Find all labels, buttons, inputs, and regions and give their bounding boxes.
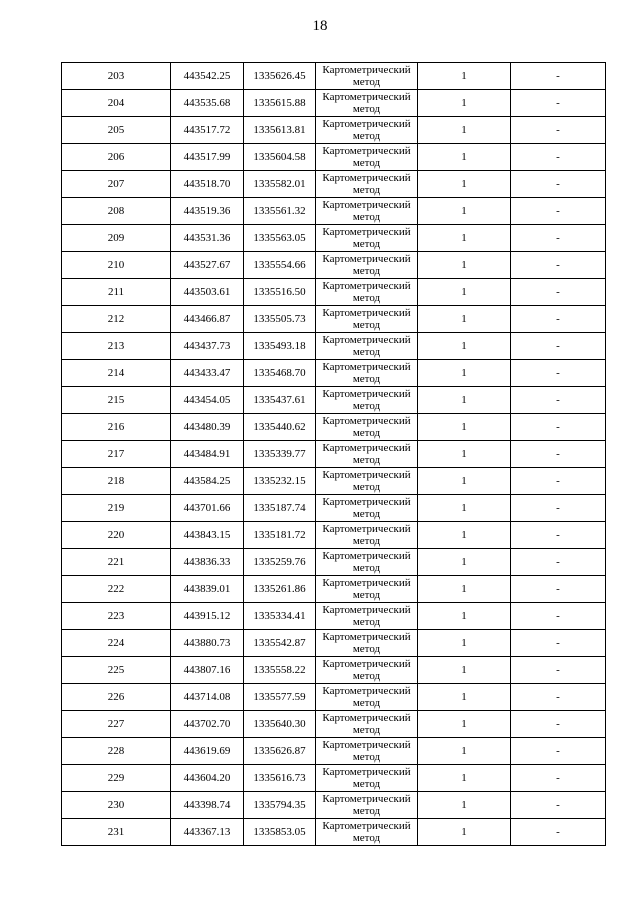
table-row [62, 171, 606, 198]
table-row [62, 252, 606, 279]
table-row [62, 684, 606, 711]
method-cell [316, 414, 418, 441]
method-line-1: Картометрический [322, 793, 411, 805]
point-number-cell: 205 [62, 117, 171, 144]
note-cell: - [511, 306, 606, 333]
y-coordinate-cell: 1335232.15 [244, 468, 316, 495]
method-line-2: метод [352, 724, 381, 736]
method-line-1: Картометрический [322, 199, 411, 211]
point-number-cell: 219 [62, 495, 171, 522]
x-coordinate-cell: 443619.69 [171, 738, 244, 765]
method-cell [316, 360, 418, 387]
point-number-cell: 220 [62, 522, 171, 549]
y-coordinate-cell: 1335505.73 [244, 306, 316, 333]
note-cell: - [511, 414, 606, 441]
point-number-cell: 216 [62, 414, 171, 441]
point-number-cell: 230 [62, 792, 171, 819]
method-line-2: метод [352, 373, 381, 385]
method-line-1: Картометрический [322, 739, 411, 751]
y-coordinate-cell: 1335339.77 [244, 441, 316, 468]
method-line-1: Картометрический [322, 361, 411, 373]
y-coordinate-cell: 1335334.41 [244, 603, 316, 630]
method-line-2: метод [352, 265, 381, 277]
accuracy-cell: 1 [418, 792, 511, 819]
method-line-1: Картометрический [322, 253, 411, 265]
accuracy-cell: 1 [418, 171, 511, 198]
x-coordinate-cell: 443517.72 [171, 117, 244, 144]
y-coordinate-cell: 1335616.73 [244, 765, 316, 792]
y-coordinate-cell: 1335577.59 [244, 684, 316, 711]
method-line-2: метод [352, 535, 381, 547]
accuracy-cell: 1 [418, 117, 511, 144]
method-cell [316, 711, 418, 738]
accuracy-cell: 1 [418, 306, 511, 333]
accuracy-cell: 1 [418, 198, 511, 225]
point-number-cell: 211 [62, 279, 171, 306]
method-line-2: метод [352, 103, 381, 115]
accuracy-cell: 1 [418, 576, 511, 603]
accuracy-cell: 1 [418, 684, 511, 711]
method-line-2: метод [352, 643, 381, 655]
method-cell [316, 657, 418, 684]
method-line-2: метод [352, 697, 381, 709]
point-number-cell: 210 [62, 252, 171, 279]
table-row [62, 657, 606, 684]
method-line-2: метод [352, 454, 381, 466]
method-cell [316, 279, 418, 306]
y-coordinate-cell: 1335516.50 [244, 279, 316, 306]
note-cell: - [511, 738, 606, 765]
method-line-1: Картометрический [322, 496, 411, 508]
note-cell: - [511, 144, 606, 171]
method-line-2: метод [352, 184, 381, 196]
method-cell [316, 576, 418, 603]
method-line-1: Картометрический [322, 685, 411, 697]
note-cell: - [511, 387, 606, 414]
y-coordinate-cell: 1335558.22 [244, 657, 316, 684]
point-number-cell: 214 [62, 360, 171, 387]
point-number-cell: 208 [62, 198, 171, 225]
accuracy-cell: 1 [418, 711, 511, 738]
table-row [62, 225, 606, 252]
method-cell [316, 306, 418, 333]
table-row [62, 765, 606, 792]
y-coordinate-cell: 1335181.72 [244, 522, 316, 549]
method-line-1: Картометрический [322, 442, 411, 454]
y-coordinate-cell: 1335259.76 [244, 549, 316, 576]
table-row [62, 63, 606, 90]
method-cell [316, 765, 418, 792]
x-coordinate-cell: 443454.05 [171, 387, 244, 414]
method-cell [316, 90, 418, 117]
coordinates-table [61, 62, 606, 846]
method-cell [316, 144, 418, 171]
x-coordinate-cell: 443839.01 [171, 576, 244, 603]
y-coordinate-cell: 1335563.05 [244, 225, 316, 252]
point-number-cell: 227 [62, 711, 171, 738]
point-number-cell: 218 [62, 468, 171, 495]
method-line-2: метод [352, 508, 381, 520]
method-line-1: Картометрический [322, 658, 411, 670]
method-cell [316, 630, 418, 657]
table-row [62, 279, 606, 306]
accuracy-cell: 1 [418, 819, 511, 846]
point-number-cell: 224 [62, 630, 171, 657]
note-cell: - [511, 630, 606, 657]
table-row [62, 495, 606, 522]
table-row [62, 360, 606, 387]
method-line-1: Картометрический [322, 118, 411, 130]
point-number-cell: 231 [62, 819, 171, 846]
x-coordinate-cell: 443604.20 [171, 765, 244, 792]
x-coordinate-cell: 443915.12 [171, 603, 244, 630]
y-coordinate-cell: 1335626.45 [244, 63, 316, 90]
method-cell [316, 468, 418, 495]
x-coordinate-cell: 443531.36 [171, 225, 244, 252]
method-cell [316, 225, 418, 252]
y-coordinate-cell: 1335187.74 [244, 495, 316, 522]
x-coordinate-cell: 443880.73 [171, 630, 244, 657]
y-coordinate-cell: 1335440.62 [244, 414, 316, 441]
y-coordinate-cell: 1335468.70 [244, 360, 316, 387]
accuracy-cell: 1 [418, 414, 511, 441]
method-cell [316, 441, 418, 468]
y-coordinate-cell: 1335561.32 [244, 198, 316, 225]
note-cell: - [511, 792, 606, 819]
method-cell [316, 63, 418, 90]
table-row [62, 414, 606, 441]
point-number-cell: 223 [62, 603, 171, 630]
accuracy-cell: 1 [418, 738, 511, 765]
method-line-1: Картометрический [322, 334, 411, 346]
note-cell: - [511, 198, 606, 225]
method-line-2: метод [352, 238, 381, 250]
table-row [62, 333, 606, 360]
y-coordinate-cell: 1335493.18 [244, 333, 316, 360]
accuracy-cell: 1 [418, 63, 511, 90]
x-coordinate-cell: 443714.08 [171, 684, 244, 711]
method-line-2: метод [352, 427, 381, 439]
y-coordinate-cell: 1335604.58 [244, 144, 316, 171]
note-cell: - [511, 333, 606, 360]
x-coordinate-cell: 443518.70 [171, 171, 244, 198]
method-cell [316, 522, 418, 549]
table-row [62, 576, 606, 603]
method-line-1: Картометрический [322, 280, 411, 292]
table-row [62, 603, 606, 630]
accuracy-cell: 1 [418, 252, 511, 279]
method-line-2: метод [352, 670, 381, 682]
note-cell: - [511, 495, 606, 522]
x-coordinate-cell: 443519.36 [171, 198, 244, 225]
note-cell: - [511, 549, 606, 576]
table-row [62, 522, 606, 549]
note-cell: - [511, 657, 606, 684]
method-line-1: Картометрический [322, 172, 411, 184]
x-coordinate-cell: 443701.66 [171, 495, 244, 522]
y-coordinate-cell: 1335615.88 [244, 90, 316, 117]
point-number-cell: 212 [62, 306, 171, 333]
x-coordinate-cell: 443517.99 [171, 144, 244, 171]
method-cell [316, 684, 418, 711]
x-coordinate-cell: 443503.61 [171, 279, 244, 306]
method-line-2: метод [352, 130, 381, 142]
method-line-2: метод [352, 211, 381, 223]
note-cell: - [511, 765, 606, 792]
method-line-1: Картометрический [322, 64, 411, 76]
method-line-1: Картометрический [322, 766, 411, 778]
method-line-2: метод [352, 805, 381, 817]
table-row [62, 630, 606, 657]
x-coordinate-cell: 443584.25 [171, 468, 244, 495]
note-cell: - [511, 711, 606, 738]
x-coordinate-cell: 443836.33 [171, 549, 244, 576]
method-line-1: Картометрический [322, 523, 411, 535]
method-line-1: Картометрический [322, 226, 411, 238]
table-row [62, 198, 606, 225]
method-line-2: метод [352, 616, 381, 628]
x-coordinate-cell: 443527.67 [171, 252, 244, 279]
method-cell [316, 549, 418, 576]
accuracy-cell: 1 [418, 360, 511, 387]
accuracy-cell: 1 [418, 387, 511, 414]
point-number-cell: 217 [62, 441, 171, 468]
note-cell: - [511, 603, 606, 630]
point-number-cell: 209 [62, 225, 171, 252]
method-cell [316, 171, 418, 198]
note-cell: - [511, 63, 606, 90]
method-line-2: метод [352, 400, 381, 412]
note-cell: - [511, 360, 606, 387]
y-coordinate-cell: 1335613.81 [244, 117, 316, 144]
point-number-cell: 206 [62, 144, 171, 171]
note-cell: - [511, 117, 606, 144]
x-coordinate-cell: 443437.73 [171, 333, 244, 360]
method-line-1: Картометрический [322, 550, 411, 562]
x-coordinate-cell: 443535.68 [171, 90, 244, 117]
method-line-1: Картометрический [322, 712, 411, 724]
note-cell: - [511, 684, 606, 711]
y-coordinate-cell: 1335437.61 [244, 387, 316, 414]
accuracy-cell: 1 [418, 765, 511, 792]
method-line-2: метод [352, 157, 381, 169]
point-number-cell: 204 [62, 90, 171, 117]
point-number-cell: 225 [62, 657, 171, 684]
accuracy-cell: 1 [418, 630, 511, 657]
table-row [62, 90, 606, 117]
method-cell [316, 252, 418, 279]
point-number-cell: 229 [62, 765, 171, 792]
table-row [62, 792, 606, 819]
method-cell [316, 333, 418, 360]
point-number-cell: 213 [62, 333, 171, 360]
method-line-2: метод [352, 832, 381, 844]
note-cell: - [511, 279, 606, 306]
method-cell [316, 495, 418, 522]
x-coordinate-cell: 443843.15 [171, 522, 244, 549]
accuracy-cell: 1 [418, 522, 511, 549]
note-cell: - [511, 171, 606, 198]
y-coordinate-cell: 1335794.35 [244, 792, 316, 819]
method-line-1: Картометрический [322, 415, 411, 427]
accuracy-cell: 1 [418, 441, 511, 468]
point-number-cell: 226 [62, 684, 171, 711]
accuracy-cell: 1 [418, 333, 511, 360]
table-row [62, 306, 606, 333]
note-cell: - [511, 90, 606, 117]
y-coordinate-cell: 1335640.30 [244, 711, 316, 738]
table-row [62, 441, 606, 468]
accuracy-cell: 1 [418, 468, 511, 495]
method-cell [316, 738, 418, 765]
method-line-2: метод [352, 589, 381, 601]
point-number-cell: 215 [62, 387, 171, 414]
accuracy-cell: 1 [418, 549, 511, 576]
table-row [62, 711, 606, 738]
method-line-1: Картометрический [322, 388, 411, 400]
y-coordinate-cell: 1335853.05 [244, 819, 316, 846]
accuracy-cell: 1 [418, 657, 511, 684]
point-number-cell: 222 [62, 576, 171, 603]
point-number-cell: 228 [62, 738, 171, 765]
x-coordinate-cell: 443702.70 [171, 711, 244, 738]
table-row [62, 117, 606, 144]
method-line-2: метод [352, 346, 381, 358]
table-row [62, 819, 606, 846]
method-line-1: Картометрический [322, 631, 411, 643]
note-cell: - [511, 441, 606, 468]
y-coordinate-cell: 1335626.87 [244, 738, 316, 765]
table-row [62, 387, 606, 414]
accuracy-cell: 1 [418, 603, 511, 630]
method-line-2: метод [352, 319, 381, 331]
method-line-2: метод [352, 481, 381, 493]
y-coordinate-cell: 1335542.87 [244, 630, 316, 657]
y-coordinate-cell: 1335582.01 [244, 171, 316, 198]
point-number-cell: 221 [62, 549, 171, 576]
method-line-1: Картометрический [322, 469, 411, 481]
table-row [62, 144, 606, 171]
accuracy-cell: 1 [418, 279, 511, 306]
page-number: 18 [312, 18, 328, 34]
note-cell: - [511, 576, 606, 603]
note-cell: - [511, 225, 606, 252]
note-cell: - [511, 468, 606, 495]
table-row [62, 468, 606, 495]
method-cell [316, 819, 418, 846]
method-cell [316, 792, 418, 819]
accuracy-cell: 1 [418, 225, 511, 252]
note-cell: - [511, 522, 606, 549]
x-coordinate-cell: 443367.13 [171, 819, 244, 846]
point-number-cell: 203 [62, 63, 171, 90]
table-row [62, 549, 606, 576]
y-coordinate-cell: 1335554.66 [244, 252, 316, 279]
method-line-1: Картометрический [322, 307, 411, 319]
accuracy-cell: 1 [418, 144, 511, 171]
point-number-cell: 207 [62, 171, 171, 198]
method-line-2: метод [352, 292, 381, 304]
table-row [62, 738, 606, 765]
coordinates-table-body [62, 63, 606, 846]
x-coordinate-cell: 443398.74 [171, 792, 244, 819]
note-cell: - [511, 819, 606, 846]
x-coordinate-cell: 443542.25 [171, 63, 244, 90]
x-coordinate-cell: 443433.47 [171, 360, 244, 387]
accuracy-cell: 1 [418, 495, 511, 522]
method-line-2: метод [352, 562, 381, 574]
method-cell [316, 117, 418, 144]
method-line-1: Картометрический [322, 820, 411, 832]
method-cell [316, 387, 418, 414]
method-cell [316, 603, 418, 630]
note-cell: - [511, 252, 606, 279]
method-line-1: Картометрический [322, 604, 411, 616]
accuracy-cell: 1 [418, 90, 511, 117]
x-coordinate-cell: 443484.91 [171, 441, 244, 468]
method-line-1: Картометрический [322, 577, 411, 589]
method-line-2: метод [352, 76, 381, 88]
x-coordinate-cell: 443480.39 [171, 414, 244, 441]
method-line-2: метод [352, 778, 381, 790]
method-line-1: Картометрический [322, 91, 411, 103]
method-cell [316, 198, 418, 225]
method-line-1: Картометрический [322, 145, 411, 157]
x-coordinate-cell: 443466.87 [171, 306, 244, 333]
x-coordinate-cell: 443807.16 [171, 657, 244, 684]
y-coordinate-cell: 1335261.86 [244, 576, 316, 603]
method-line-2: метод [352, 751, 381, 763]
